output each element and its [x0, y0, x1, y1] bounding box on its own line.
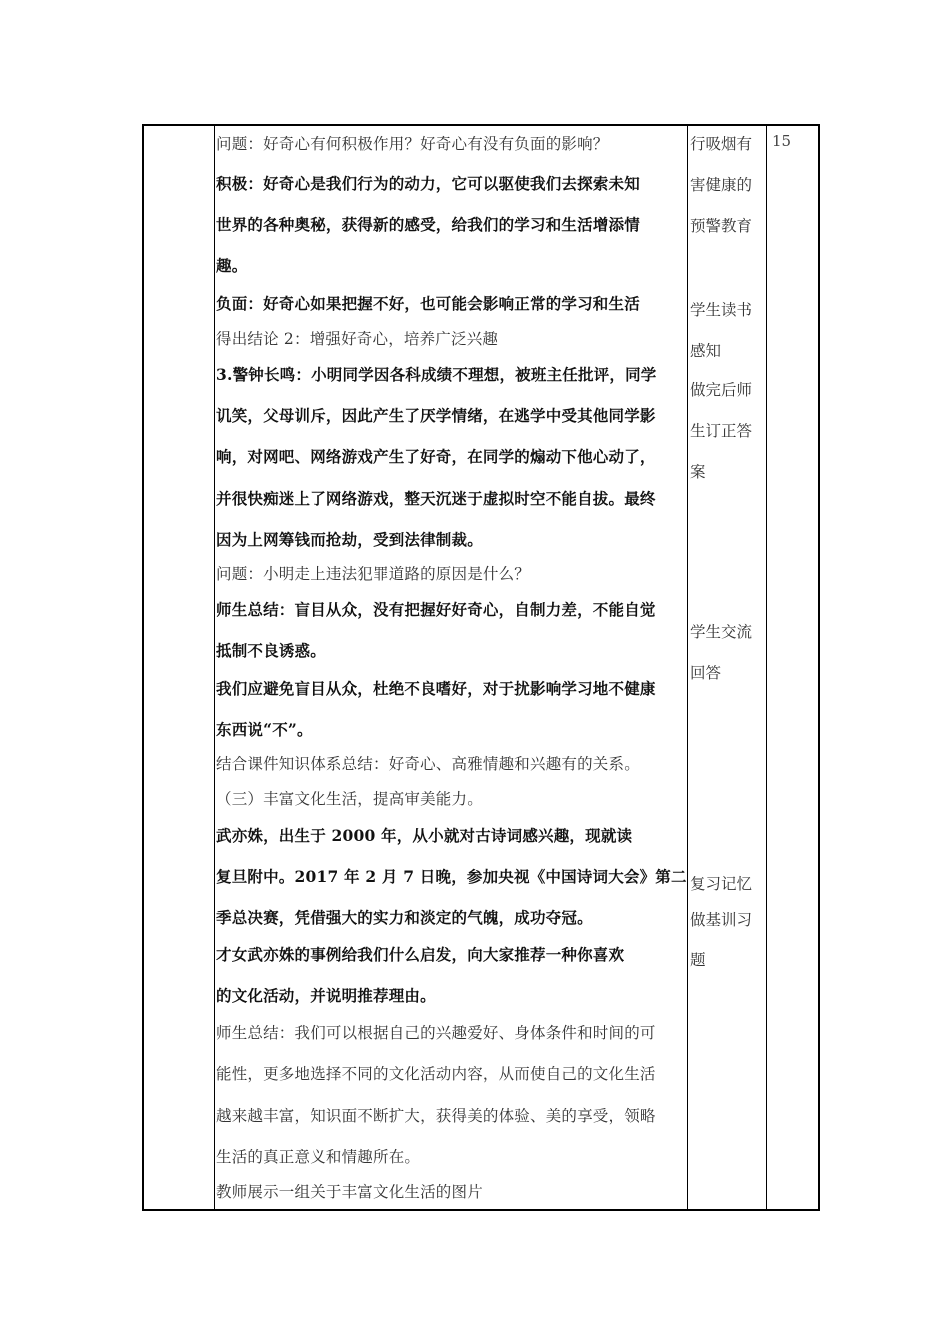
content-line: 问题：小明走上违法犯罪道路的原因是什么？	[216, 565, 531, 583]
content-line: 问题：好奇心有何积极作用？好奇心有没有负面的影响？	[216, 135, 609, 153]
activity-line: 行吸烟有	[690, 135, 753, 153]
content-line: 东西说“不”。	[216, 720, 313, 739]
content-line: 得出结论 2：增强好奇心，培养广泛兴趣	[216, 330, 499, 348]
activity-line: 回答	[690, 664, 722, 682]
column-divider	[766, 126, 767, 1209]
content-line: 我们应避免盲目从众，杜绝不良嗜好，对于扰影响学习地不健康	[216, 679, 656, 698]
content-line: 3.警钟长鸣：小明同学因各科成绩不理想，被班主任批评，同学	[216, 365, 657, 384]
content-line: 生活的真正意义和情趣所在。	[216, 1148, 421, 1166]
activity-line: 预警教育	[690, 217, 753, 235]
content-line: 的文化活动，并说明推荐理由。	[216, 986, 436, 1005]
content-line: 复旦附中。2017 年 2 月 7 日晚，参加央视《中国诗词大会》第二	[216, 867, 687, 886]
column-divider	[687, 126, 688, 1209]
content-line: 越来越丰富，知识面不断扩大，获得美的体验、美的享受，领略	[216, 1107, 656, 1125]
content-line: 趣。	[216, 256, 248, 275]
content-line: 结合课件知识体系总结：好奇心、高雅情趣和兴趣有的关系。	[216, 755, 640, 773]
content-line: 抵制不良诱惑。	[216, 641, 326, 660]
content-line: 讥笑，父母训斥，因此产生了厌学情绪，在逃学中受其他同学影	[216, 406, 656, 425]
content-line: 季总决赛，凭借强大的实力和淡定的气魄，成功夺冠。	[216, 908, 593, 927]
content-line: 负面：好奇心如果把握不好，也可能会影响正常的学习和生活	[216, 294, 640, 313]
activity-line: 做完后师	[690, 381, 753, 399]
content-line: 因为上网筹钱而抢劫，受到法律制裁。	[216, 530, 483, 549]
content-line: 响，对网吧、网络游戏产生了好奇，在同学的煽动下他心动了，	[216, 447, 656, 466]
activity-line: 害健康的	[690, 176, 753, 194]
activity-line: 复习记忆	[690, 875, 753, 893]
time-value: 15	[772, 132, 792, 150]
content-line: 积极：好奇心是我们行为的动力，它可以驱使我们去探索未知	[216, 174, 640, 193]
content-line: 师生总结：盲目从众，没有把握好好奇心，自制力差，不能自觉	[216, 600, 656, 619]
content-line: 世界的各种奥秘，获得新的感受，给我们的学习和生活增添情	[216, 215, 640, 234]
content-line: 教师展示一组关于丰富文化生活的图片	[216, 1183, 483, 1201]
content-line: 能性，更多地选择不同的文化活动内容，从而使自己的文化生活	[216, 1065, 656, 1083]
activity-line: 案	[690, 463, 706, 481]
content-line: 武亦姝，出生于 2000 年，从小就对古诗词感兴趣，现就读	[216, 826, 633, 845]
activity-line: 学生读书	[690, 301, 753, 319]
activity-line: 感知	[690, 342, 722, 360]
content-line: （三）丰富文化生活，提高审美能力。	[216, 790, 483, 808]
activity-line: 做基训习	[690, 911, 753, 929]
column-divider	[214, 126, 215, 1209]
activity-line: 题	[690, 951, 706, 969]
content-line: 才女武亦姝的事例给我们什么启发，向大家推荐一种你喜欢	[216, 945, 625, 964]
activity-line: 学生交流	[690, 623, 753, 641]
content-line: 师生总结：我们可以根据自己的兴趣爱好、身体条件和时间的可	[216, 1024, 656, 1042]
lesson-table	[142, 124, 820, 1211]
content-line: 并很快痴迷上了网络游戏，整天沉迷于虚拟时空不能自拔。最终	[216, 489, 656, 508]
activity-line: 生订正答	[690, 422, 753, 440]
